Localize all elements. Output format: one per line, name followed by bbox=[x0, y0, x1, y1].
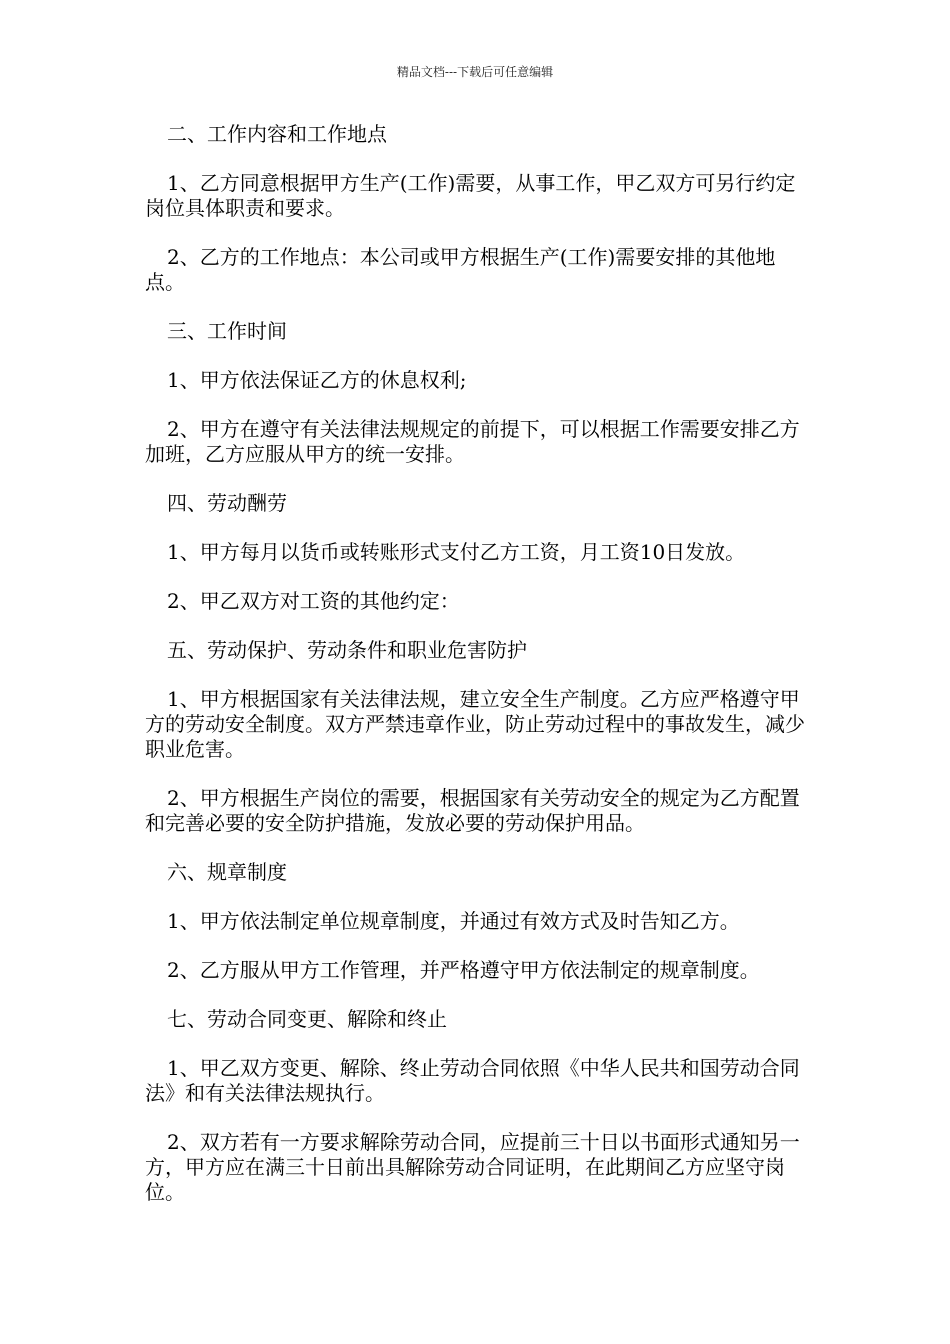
section-heading-7: 七、劳动合同变更、解除和终止 bbox=[167, 1007, 447, 1031]
document-body bbox=[145, 122, 810, 1229]
paragraph: 1、甲乙双方变更、解除、终止劳动合同依照《中华人民共和国劳动合同法》和有关法律法规执行。 bbox=[145, 1056, 800, 1105]
paragraph: 2、双方若有一方要求解除劳动合同，应提前三十日以书面形式通知另一方，甲方应在满三十日前出具解除劳动合同证明，在此期间乙方应坚守岗位。 bbox=[145, 1130, 800, 1204]
section-heading-5: 五、劳动保护、劳动条件和职业危害防护 bbox=[167, 638, 527, 662]
paragraph: 1、甲方依法保证乙方的休息权利; bbox=[167, 368, 467, 392]
paragraph: 2、乙方的工作地点：本公司或甲方根据生产(工作)需要安排的其他地点。 bbox=[145, 245, 776, 294]
paragraph: 1、甲方每月以货币或转账形式支付乙方工资，月工资10日发放。 bbox=[167, 540, 746, 564]
paragraph: 1、甲方依法制定单位规章制度，并通过有效方式及时告知乙方。 bbox=[167, 909, 740, 933]
paragraph: 2、乙方服从甲方工作管理，并严格遵守甲方依法制定的规章制度。 bbox=[167, 958, 760, 982]
paragraph: 2、甲方在遵守有关法律法规规定的前提下，可以根据工作需要安排乙方加班，乙方应服从甲方的统一安排。 bbox=[145, 417, 800, 466]
section-heading-3: 三、工作时间 bbox=[167, 319, 287, 343]
paragraph: 2、甲方根据生产岗位的需要，根据国家有关劳动安全的规定为乙方配置和完善必要的安全防护措施，发放必要的劳动保护用品。 bbox=[145, 786, 800, 835]
page-header: 精品文档---下载后可任意编辑 bbox=[396, 65, 554, 79]
paragraph: 1、乙方同意根据甲方生产(工作)需要，从事工作，甲乙双方可另行约定岗位具体职责和要求。 bbox=[145, 171, 796, 220]
section-heading-4: 四、劳动酬劳 bbox=[167, 491, 287, 515]
paragraph: 1、甲方根据国家有关法律法规，建立安全生产制度。乙方应严格遵守甲方的劳动安全制度。双方严禁违章作业，防止劳动过程中的事故发生，减少职业危害。 bbox=[145, 687, 805, 761]
paragraph: 2、甲乙双方对工资的其他约定： bbox=[167, 589, 460, 613]
section-heading-6: 六、规章制度 bbox=[167, 860, 287, 884]
section-heading-2: 二、工作内容和工作地点 bbox=[167, 122, 387, 146]
